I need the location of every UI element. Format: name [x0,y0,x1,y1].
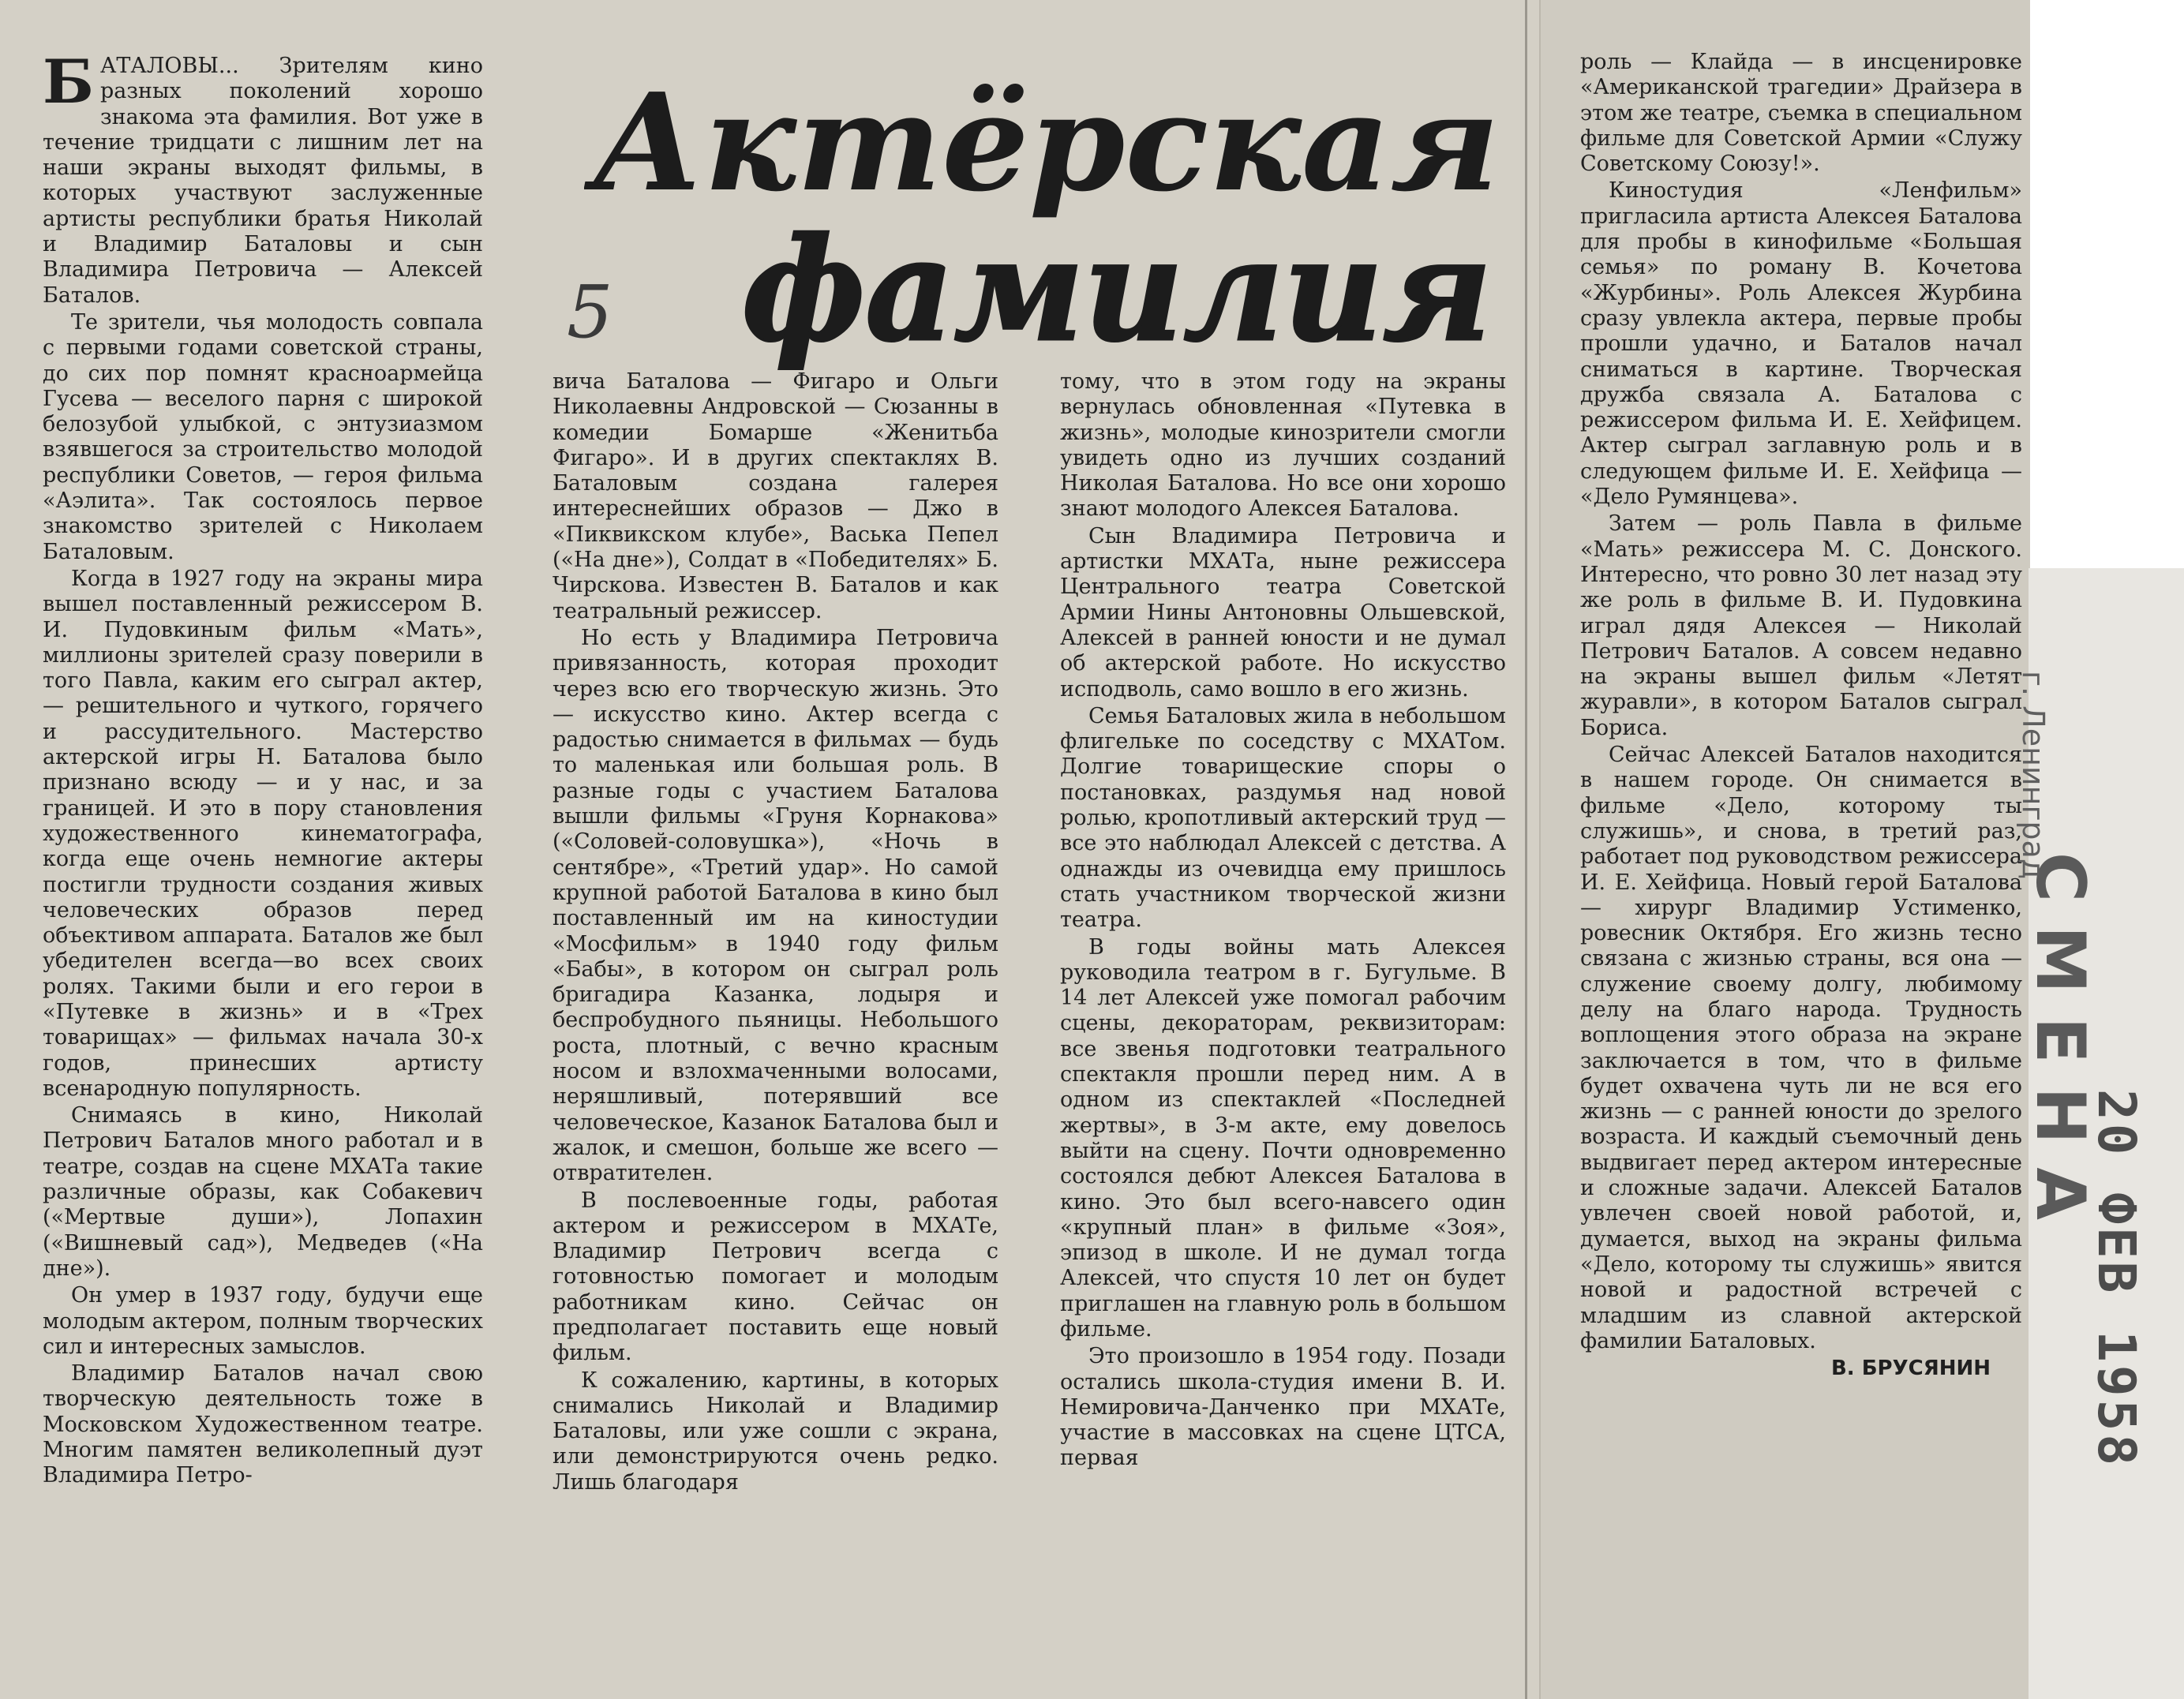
paragraph: Это произошло в 1954 году. Позади остались школа-студия имени В. И. Немировича-Данченко при МХАТе, участие в массовках на сцене ЦТСА, первая [1060,1344,1506,1471]
paragraph: Сын Владимира Петровича и артистки МХАТа, ныне режиссера Центрального театра Советской Армии Нины Антоновны Ольшевской, Алексей в ранней юности и не думал об актерской работе. Но искусство исподволь, само вошло в его жизнь. [1060,523,1506,702]
author-signature: В. БРУСЯНИН [1830,1357,1991,1381]
article-column-1 [43,47,483,1491]
article-column-2 [553,369,998,1497]
paragraph-text: АТАЛОВЫ... Зрителям кино разных поколений хорошо знакома эта фамилия. Вот уже в течение тридцати с лишним лет на наши экраны выходят фильмы, в которых участвуют заслуженные артисты республики братья Николай и Владимир Баталовы и сын Владимира Петровича — Алексей Баталов. [43,54,483,308]
headline-graphic [584,63,1515,371]
paragraph: В послевоенные годы, работая актером и режиссером в МХАТе, Владимир Петрович всегда с готовностью помогает и молодым работникам кино. Сейчас он предполагает поставить еще новый фильм. [553,1188,998,1366]
column-divider [1525,0,1527,1699]
paragraph: Семья Баталовых жила в небольшом флигельке по соседству с МХАТом. Долгие товарищеские споры о постановках, раздумья над новой ролью, кропотливый актерский труд — все это наблюдал Алексей с детства. А однажды из очевидца ему пришлось стать участником творческой жизни театра. [1060,703,1506,933]
paragraph: роль — Клайда — в инсценировке «Американской трагедии» Драйзера в этом же театре, съемка в специальном фильме для Советской Армии «Служу Советскому Союзу!». [1580,50,2022,177]
paragraph: вича Баталова — Фигаро и Ольги Николаевны Андровской — Сюзанны в комедии Бомарше «Женитьба Фигаро». И в других спектаклях В. Баталовым создана галерея интереснейших образов — Джо в «Пиквикском клубе», Васька Пепел («На дне»), Солдат в «Победителях» Б. Чирскова. Известен В. Баталов и как театральный режиссер. [553,369,998,623]
date-stamp: 20 ФЕВ 1958 [2086,1089,2147,1469]
city-stamp: г. Ленинград [2016,671,2051,880]
paragraph: Те зрители, чья молодость совпала с первыми годами советской страны, до сих пор помнят красноармейца Гусева — веселого парня с широкой белозубой улыбкой, с энтузиазмом взявшегося за строительство молодой республики Советов, — героя фильма «Аэлита». Так состоялось первое знакомство зрителей с Николаем Баталовым. [43,309,483,564]
paragraph: Киностудия «Ленфильм» пригласила артиста Алексея Баталова для пробы в кинофильме «Большая семья» по роману В. Кочетова «Журбины». Роль Алексея Журбина сразу увлекла актера, первые пробы прошли удачно, и Баталов начал сниматься в картине. Творческая дружба связала А. Баталова с режиссером фильма И. Е. Хейфицем. Актер сыграл заглавную роль и в следующем фильме И. Е. Хейфица — «Дело Румянцева». [1580,178,2022,510]
paragraph: тому, что в этом году на экраны вернулась обновленная «Путевка в жизнь», молодые кинозрители смогли увидеть одно из лучших созданий Николая Баталова. Но все они хорошо знают молодого Алексея Баталова. [1060,369,1506,522]
headline-line1: Актёрская [584,64,1500,222]
paragraph: Сейчас Алексей Баталов находится в нашем городе. Он снимается в фильме «Дело, которому ты служишь», и снова, в третий раз, работает под руководством режиссера И. Е. Хейфица. Новый герой Баталова — хирург Владимир Устименко, ровесник Октября. Его жизнь тесно связана с жизнью страны, вся она — служение своему долгу, любимому делу на благо народа. Трудность воплощения этого образа на экране заключается в том, что в фильме будет охвачена чуть ли не вся его жизнь — с ранней юности до зрелого возраста. И каждый съемочный день выдвигает перед актером интересные и сложные задачи. Алексей Баталов увлечен своей новой работой, и, думается, выход на экраны фильма «Дело, которому ты служишь» явится новой и радостной встречей с младшим из славной актерской фамилии Баталовых. [1580,743,2022,1353]
paragraph: Владимир Баталов начал свою творческую деятельность тоже в Московском Художественном театре. Многим памятен великолепный дуэт Владимира Петро- [43,1361,483,1488]
headline [584,63,1515,371]
paragraph [43,47,483,309]
handwritten-mark: 5 [567,270,613,354]
headline-line2: фамилия [742,207,1492,371]
article-column-4 [1580,50,2022,1383]
paragraph: В годы войны мать Алексея руководила театром в г. Бугульме. В 14 лет Алексей уже помогал рабочим сцены, декораторам, реквизиторам: все звенья подготовки театрального спектакля прошли перед ним. А в одном из спектаклей «Последней жертвы», в 3-м акте, ему довелось выйти на сцену. Почти одновременно состоялся дебют Алексея Баталова в кино. Это был всего-навсего один «крупный план» в фильме «Зоя», эпизод в школе. И не думал тогда Алексей, что спустя 10 лет он будет приглашен на главную роль в большом фильме. [1060,934,1506,1342]
paragraph: Но есть у Владимира Петровича привязанность, которая проходит через всю его творческую жизнь. Это — искусство кино. Актер всегда с радостью снимается в фильмах — будь то маленькая или большая роль. В разные годы с участием Баталова вышли фильмы «Груня Корнакова» («Соловей-соловушка»), «Ночь в сентябре», «Третий удар». Но самой крупной работой Баталова в кино был поставленный им на киностудии «Мосфильм» в 1940 году фильм «Бабы», в котором он сыграл роль бригадира Казанка, лодыря и беспробудного пьяницы. Небольшого роста, плотный, с вечно красным носом и взлохмаченными волосами, неряшливый, потерявший все человеческое, Казанок Баталова был и жалок, и смешон, больше же всего — отвратителен. [553,625,998,1186]
drop-cap: Б [43,47,94,117]
paragraph: К сожалению, картины, в которых снимались Николай и Владимир Баталовы, или уже сошли с экрана, или демонстрируются очень редко. Лишь благодаря [553,1368,998,1495]
article-column-3 [1060,369,1506,1473]
paragraph: Когда в 1927 году на экраны мира вышел поставленный режиссером В. И. Пудовкиным фильм «Мать», миллионы зрителей сразу поверили в того Павла, каким его сыграл актер, — решительного и чуткого, горячего и рассудительного. Мастерство актерской игры Н. Баталова было признано всюду — и у нас, и за границей. И это в пору становления художественного кинематографа, когда еще очень немногие актеры постигли трудности создания живых человеческих образов перед объективом аппарата. Баталов же был убедителен всегда—во всех своих ролях. Такими были и его герои в «Путевке в жизнь» и в «Трех товарищах» — фильмах начала 30-х годов, принесших артисту всенародную популярность. [43,566,483,1101]
paragraph: Затем — роль Павла в фильме «Мать» режиссера М. С. Донского. Интересно, что ровно 30 лет назад эту же роль в фильме В. И. Пудовкина играл дядя Алексея — Николай Петрович Баталов. А совсем недавно на экраны вышел фильм «Летят журавли», в котором Баталов сыграл Бориса. [1580,511,2022,740]
paragraph: Он умер в 1937 году, будучи еще молодым актером, полным творческих сил и интересных замыслов. [43,1283,483,1359]
paragraph: Снимаясь в кино, Николай Петрович Баталов много работал и в театре, создав на сцене МХАТа такие различные образы, как Собакевич («Мертвые души»), Лопахин («Вишневый сад»), Медведев («На дне»). [43,1103,483,1281]
newspaper-stamp: СМЕНА [2021,852,2100,1244]
